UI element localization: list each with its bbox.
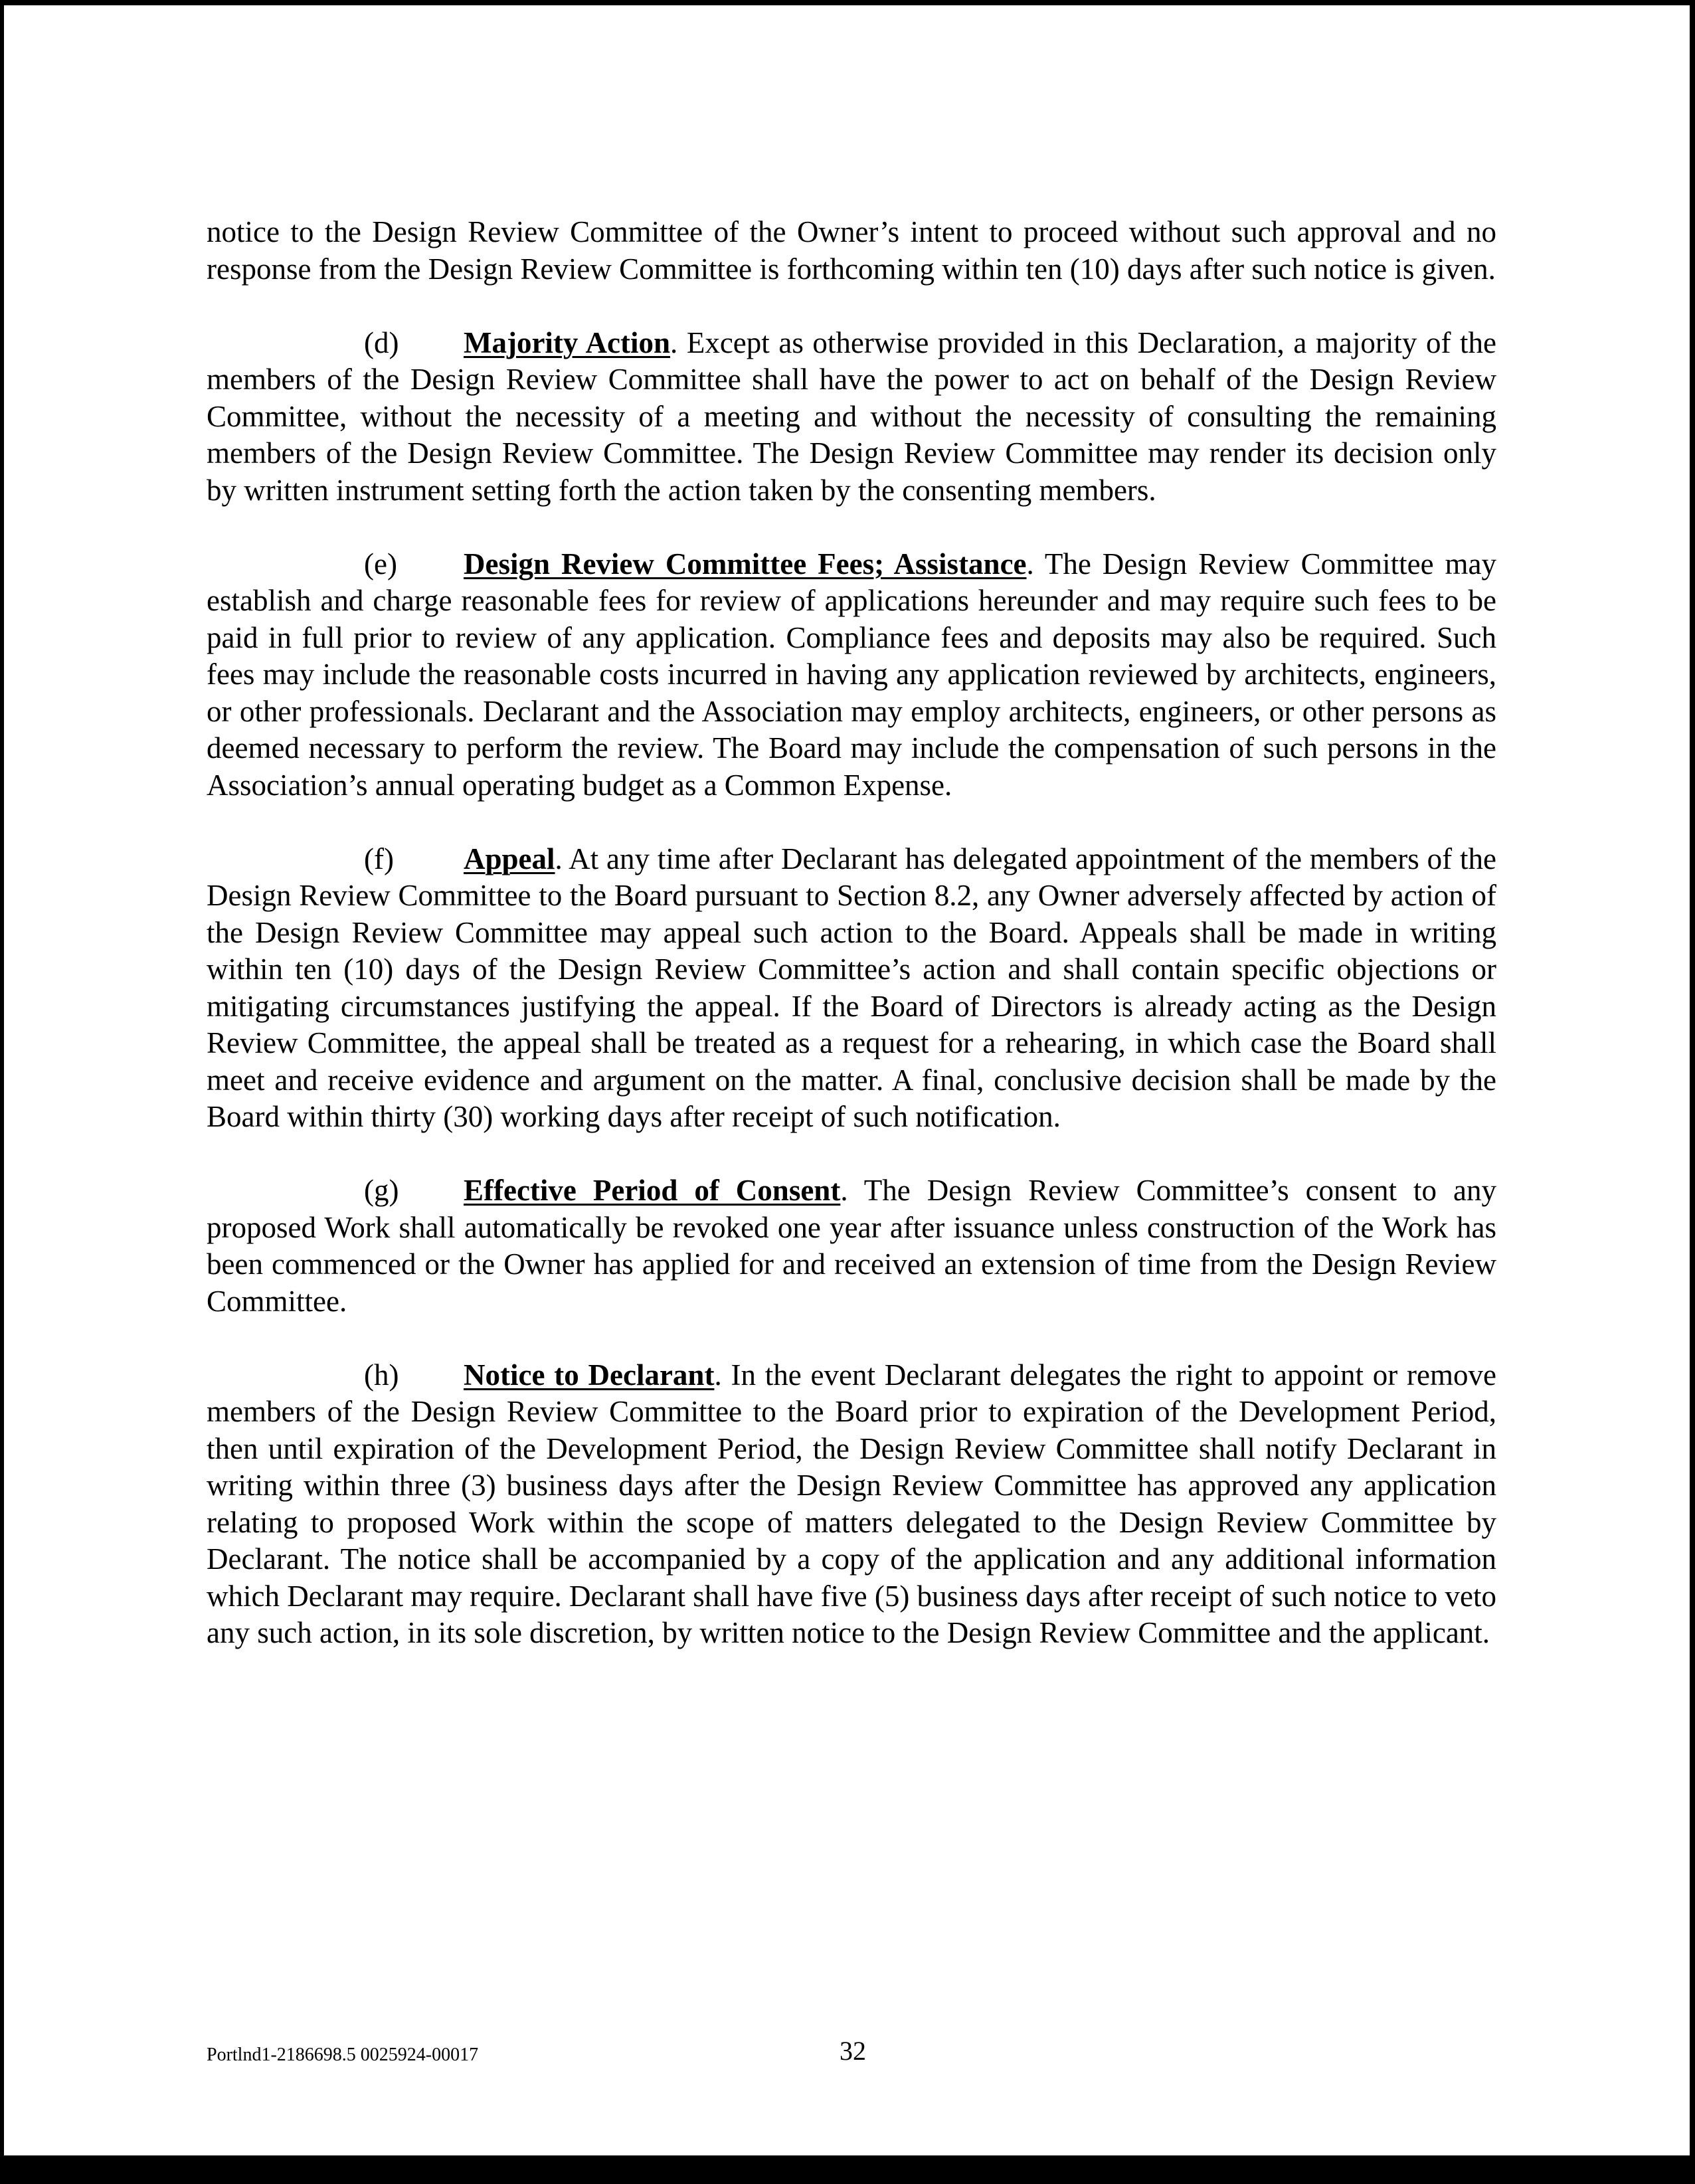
scan-border-top	[0, 0, 1695, 5]
section-e-text: . The Design Review Committee may establish and charge reasonable fees for review of applications hereunder and may require such fees to be paid in full prior to review of any application. Compliance fees and deposits may also be required. Such fees may include the reasonable costs incurred in having any application reviewed by architects, engineers, or other professionals. Declarant and the Association may employ architects, engineers, or other persons as deemed necessary to perform the review. The Board may include the compensation of such persons in the Association’s annual operating budget as a Common Expense.	[207, 547, 1496, 802]
footer-document-id: Portlnd1-2186698.5 0025924-00017	[207, 2045, 479, 2065]
section-h-letter: (h)	[364, 1358, 399, 1392]
section-d-letter: (d)	[364, 325, 399, 359]
section-f-paragraph	[207, 841, 1496, 1136]
section-e-letter: (e)	[364, 547, 397, 581]
section-f-letter: (f)	[364, 842, 394, 875]
document-body	[207, 214, 1496, 1688]
scan-border-left	[0, 0, 4, 2155]
section-h-paragraph	[207, 1357, 1496, 1652]
section-d-paragraph	[207, 325, 1496, 509]
section-d-text: . Except as otherwise provided in this Declaration, a majority of the members of the Design Review Committee shall have the power to act on behalf of the Design Review Committee, without the necessity of a meeting and without the necessity of consulting the remaining members of the Design Review Committee. The Design Review Committee may render its decision only by written instrument setting forth the action taken by the consenting members.	[207, 325, 1496, 507]
section-e-heading: Design Review Committee Fees; Assistance	[464, 547, 1027, 581]
section-g-paragraph	[207, 1172, 1496, 1320]
section-f-text: . At any time after Declarant has delegated appointment of the members of the Design Review Committee to the Board pursuant to Section 8.2, any Owner adversely affected by action of the Design Review Committee may appeal such action to the Board. Appeals shall be made in writing within ten (10) days of the Design Review Committee’s action and shall contain specific objections or mitigating circumstances justifying the appeal. If the Board of Directors is already acting as the Design Review Committee, the appeal shall be treated as a request for a rehearing, in which case the Board shall meet and receive evidence and argument on the matter. A final, conclusive decision shall be made by the Board within thirty (30) working days after receipt of such notification.	[207, 842, 1496, 1133]
section-h-heading: Notice to Declarant	[464, 1358, 715, 1392]
section-h-text: . In the event Declarant delegates the right to appoint or remove members of the Design Review Committee to the Board prior to expiration of the Development Period, then until expiration of the Development Period, the Design Review Committee shall notify Declarant in writing within three (3) business days after the Design Review Committee has approved any application relating to proposed Work within the scope of matters delegated to the Design Review Committee by Declarant. The notice shall be accompanied by a copy of the application and any additional information which Declarant may require. Declarant shall have five (5) business days after receipt of such notice to veto any such action, in its sole discretion, by written notice to the Design Review Committee and the applicant.	[207, 1358, 1496, 1649]
opening-paragraph: notice to the Design Review Committee of the Owner’s intent to proceed without such approval and no response from the Design Review Committee is forthcoming within ten (10) days after such notice is given.	[207, 215, 1496, 286]
section-f-heading: Appeal	[464, 842, 555, 875]
section-d-heading: Majority Action	[464, 325, 670, 359]
section-g-letter: (g)	[364, 1174, 399, 1207]
page-number: 32	[840, 2036, 866, 2066]
section-e-paragraph	[207, 546, 1496, 804]
section-g-heading: Effective Period of Consent	[464, 1174, 841, 1207]
section-g-text: . The Design Review Committee’s consent to any proposed Work shall automatically be revoked one year after issuance unless construction of the Work has been commenced or the Owner has applied for and received an extension of time from the Design Review Committee.	[207, 1174, 1496, 1318]
